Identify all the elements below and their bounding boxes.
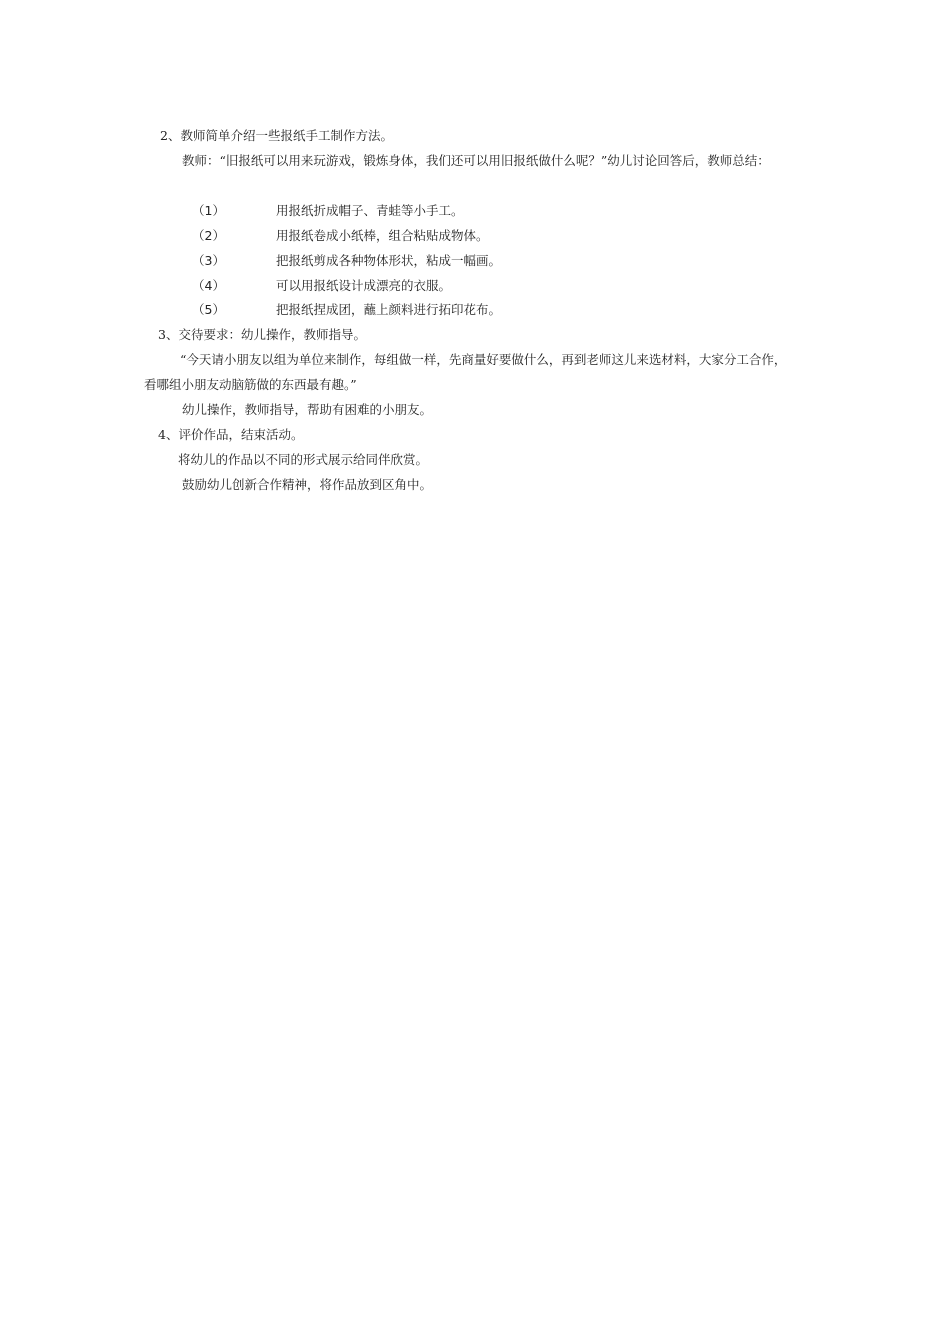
encourage-line: 鼓励幼儿创新合作精神，将作品放到区角中。 xyxy=(182,477,433,492)
method-text: 把报纸捏成团，蘸上颜料进行拓印花布。 xyxy=(276,302,502,317)
method-number: （1） xyxy=(192,203,225,218)
method-text: 把报纸剪成各种物体形状，粘成一幅画。 xyxy=(276,253,502,268)
step4-heading: 4、评价作品，结束活动。 xyxy=(158,427,304,442)
method-number: （5） xyxy=(192,302,225,317)
step2-heading: 2、教师简单介绍一些报纸手工制作方法。 xyxy=(160,128,393,143)
step3-heading: 3、交待要求：幼儿操作，教师指导。 xyxy=(158,327,366,342)
method-number: （2） xyxy=(192,228,225,243)
method-number: （3） xyxy=(192,253,225,268)
method-number: （4） xyxy=(192,278,225,293)
instruction-line-2: 看哪组小朋友动脑筋做的东西最有趣。” xyxy=(144,377,357,392)
method-text: 用报纸折成帽子、青蛙等小手工。 xyxy=(276,203,464,218)
display-line: 将幼儿的作品以不同的形式展示给同伴欣赏。 xyxy=(178,452,429,467)
operation-line: 幼儿操作，教师指导，帮助有困难的小朋友。 xyxy=(182,402,433,417)
teacher-question: 教师：“旧报纸可以用来玩游戏，锻炼身体，我们还可以用旧报纸做什么呢？”幼儿讨论回答后，教师总结： xyxy=(182,153,770,168)
method-text: 可以用报纸设计成漂亮的衣服。 xyxy=(276,278,452,293)
instruction-line-1: “今天请小朋友以组为单位来制作，每组做一样，先商量好要做什么，再到老师这儿来选材料，大家分工合作， xyxy=(180,352,787,367)
method-text: 用报纸卷成小纸棒，组合粘贴成物体。 xyxy=(276,228,489,243)
